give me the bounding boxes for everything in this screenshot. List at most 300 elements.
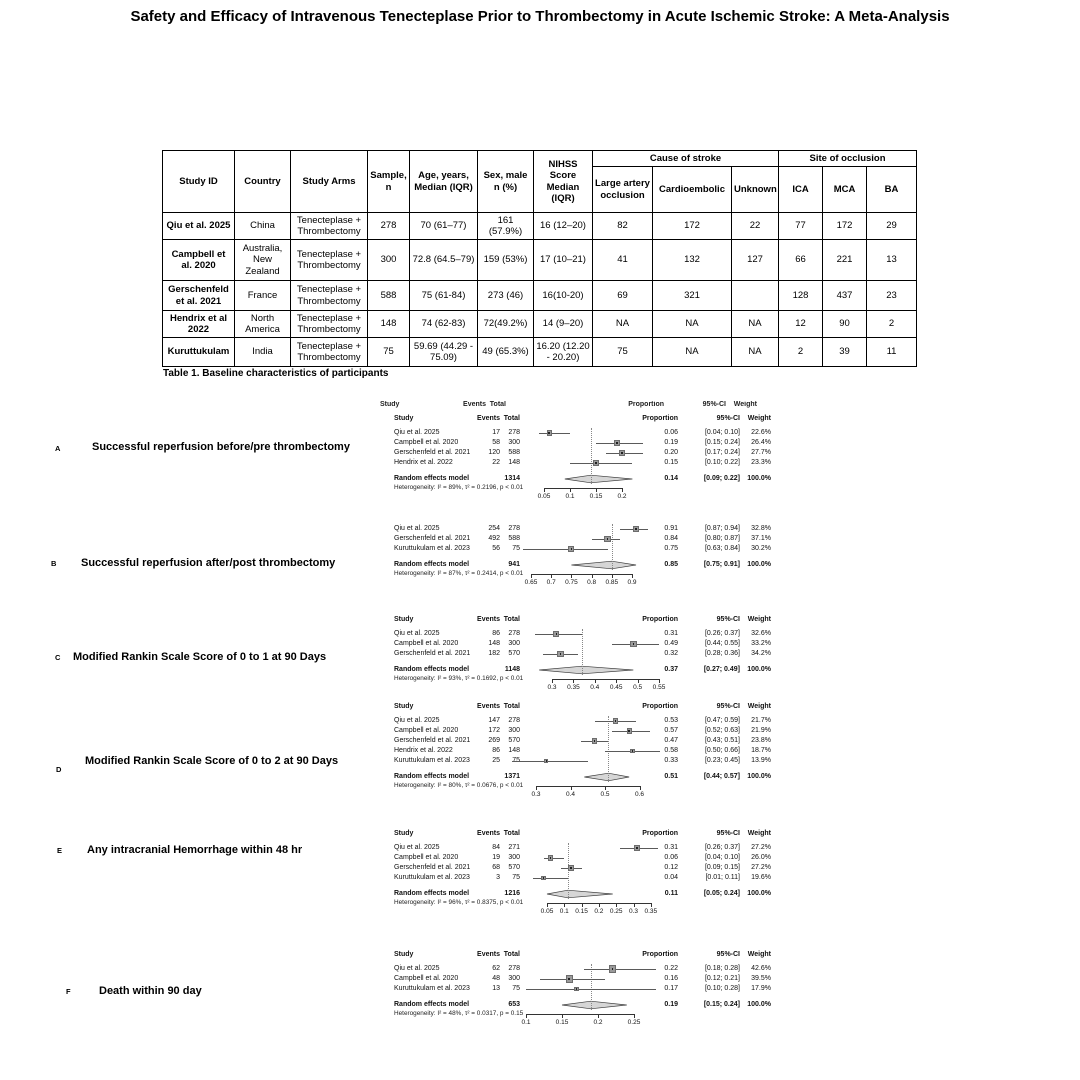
effect-square: [541, 876, 546, 881]
ci-line: [539, 433, 570, 434]
forest-header-cell: 95%-CI: [716, 830, 740, 837]
table-cell: 29: [867, 213, 917, 240]
forest-header-cell: Total: [503, 616, 520, 623]
axis-tick-label: 0.6: [634, 791, 645, 798]
effect-square: [568, 865, 574, 871]
axis-tick-label: 0.2: [594, 908, 604, 915]
table-cell: Campbell et al. 2020: [163, 240, 235, 281]
overall-dotted-line: [591, 428, 592, 484]
table-cell: 172: [823, 213, 867, 240]
forest-plot-b: [394, 524, 776, 588]
forest-study-row: [394, 984, 776, 994]
ci-line: [512, 761, 588, 762]
proportion-value: 0.33: [664, 757, 678, 764]
total-value: 148: [508, 747, 520, 754]
study-name: Qiu et al. 2025: [394, 844, 440, 851]
forest-summary-row: [394, 1000, 776, 1010]
forest-header-row: [380, 401, 762, 409]
table-cell: 75: [593, 338, 653, 367]
table-cell: 59.69 (44.29 - 75.09): [410, 338, 478, 367]
weight-value: 34.2%: [751, 650, 771, 657]
heterogeneity-text: Heterogeneity: I² = 96%, τ² = 0.8375, p < 0.01: [394, 899, 524, 906]
weight-value: 18.7%: [751, 747, 771, 754]
table-row: [163, 213, 917, 240]
table-cell: 321: [653, 281, 732, 311]
forest-header-cell: Study: [394, 415, 414, 422]
forest-axis: [394, 782, 776, 800]
events-value: 19: [492, 854, 500, 861]
panel-label-f: Death within 90 day: [99, 985, 202, 997]
forest-study-row: [394, 649, 776, 659]
axis-tick-label: 0.9: [627, 579, 637, 586]
axis-tick: [632, 574, 633, 578]
forest-header-cell: Proportion: [628, 401, 664, 408]
summary-ci: [0.44; 0.57]: [703, 773, 740, 780]
table-cell: 161 (57.9%): [478, 213, 534, 240]
weight-value: 26.0%: [751, 854, 771, 861]
events-value: 3: [496, 874, 500, 881]
ci-value: [0.09; 0.15]: [704, 864, 740, 871]
events-value: 58: [492, 439, 500, 446]
forest-header-cell: Study: [394, 830, 414, 837]
forest-study-row: [394, 736, 776, 746]
summary-label: Random effects model: [394, 1001, 470, 1008]
forest-summary-row: [394, 889, 776, 899]
column-header: Study ID: [163, 151, 235, 213]
ci-line: [544, 858, 565, 859]
forest-study-row: [394, 756, 776, 766]
ci-line: [523, 549, 608, 550]
ci-value: [0.47; 0.59]: [704, 717, 740, 724]
ci-value: [0.18; 0.28]: [704, 965, 740, 972]
summary-total: 1314: [504, 475, 520, 482]
axis-tick: [638, 679, 639, 683]
forest-header-cell: Total: [503, 415, 520, 422]
weight-value: 37.1%: [751, 535, 771, 542]
total-value: 278: [508, 525, 520, 532]
summary-label: Random effects model: [394, 666, 470, 673]
table-cell: 75: [368, 338, 410, 367]
axis-tick: [599, 903, 600, 907]
overall-dotted-line: [582, 629, 583, 675]
axis-tick: [640, 786, 641, 790]
axis-tick-label: 0.15: [575, 908, 588, 915]
axis-tick: [659, 679, 660, 683]
table-cell: 70 (61–77): [410, 213, 478, 240]
ci-value: [0.44; 0.55]: [704, 640, 740, 647]
axis-tick-label: 0.35: [567, 684, 580, 691]
axis-tick: [551, 574, 552, 578]
proportion-value: 0.06: [664, 429, 678, 436]
table-cell: India: [235, 338, 291, 367]
group-header: Cause of stroke: [593, 151, 779, 167]
proportion-value: 0.47: [664, 737, 678, 744]
study-name: Gerschenfeld et al. 2021: [394, 737, 471, 744]
column-header: MCA: [823, 167, 867, 213]
table-cell: 72.8 (64.5–79): [410, 240, 478, 281]
study-name: Gerschenfeld et al. 2021: [394, 650, 471, 657]
forest-study-row: [394, 974, 776, 984]
summary-total: 941: [508, 561, 520, 568]
ci-value: [0.26; 0.37]: [704, 630, 740, 637]
axis-tick-label: 0.85: [605, 579, 619, 586]
forest-study-row: [394, 544, 776, 554]
forest-header-cell: Events: [477, 703, 500, 710]
effect-square: [593, 460, 598, 465]
axis-tick: [571, 574, 572, 578]
column-header: Sample, n: [368, 151, 410, 213]
weight-value: 32.8%: [751, 525, 771, 532]
forest-header-cell: Proportion: [642, 415, 678, 422]
table-cell: China: [235, 213, 291, 240]
table-cell: Tenecteplase + Thrombectomy: [291, 240, 368, 281]
axis-tick-label: 0.25: [627, 1019, 641, 1026]
weight-value: 27.7%: [751, 449, 771, 456]
column-header: Unknown: [732, 167, 779, 213]
table-cell: 273 (46): [478, 281, 534, 311]
axis-tick-label: 0.8: [587, 579, 597, 586]
baseline-characteristics-table: [162, 150, 917, 367]
table-cell: Tenecteplase + Thrombectomy: [291, 338, 368, 367]
axis-tick-label: 0.65: [524, 579, 538, 586]
weight-value: 26.4%: [751, 439, 771, 446]
events-value: 13: [492, 985, 500, 992]
panel-letter-b: B: [51, 559, 57, 568]
total-value: 278: [508, 717, 520, 724]
table-cell: 127: [732, 240, 779, 281]
table-cell: 22: [732, 213, 779, 240]
axis-tick-label: 0.1: [521, 1019, 531, 1026]
table-cell: 82: [593, 213, 653, 240]
table-cell: 12: [779, 311, 823, 338]
column-header: Sex, male n (%): [478, 151, 534, 213]
table-row: [163, 311, 917, 338]
effect-square: [614, 440, 620, 446]
axis-tick: [536, 786, 537, 790]
axis-tick-label: 0.45: [609, 684, 623, 691]
summary-label: Random effects model: [394, 890, 470, 897]
study-name: Hendrix et al. 2022: [394, 747, 453, 754]
panel-letter-f: F: [66, 987, 71, 996]
table-cell: 39: [823, 338, 867, 367]
axis-tick: [582, 903, 583, 907]
weight-value: 39.5%: [751, 975, 771, 982]
column-header: BA: [867, 167, 917, 213]
events-value: 120: [488, 449, 500, 456]
weight-value: 33.2%: [751, 640, 771, 647]
study-name: Qiu et al. 2025: [394, 525, 440, 532]
total-value: 570: [508, 737, 520, 744]
column-header: ICA: [779, 167, 823, 213]
column-header: Cardioembolic: [653, 167, 732, 213]
summary-proportion: 0.51: [664, 773, 678, 780]
forest-header-cell: Events: [477, 830, 500, 837]
proportion-value: 0.49: [664, 640, 678, 647]
axis-tick-label: 0.75: [565, 579, 578, 586]
proportion-value: 0.75: [664, 545, 678, 552]
forest-header-row: [394, 413, 776, 424]
axis-tick: [634, 1014, 635, 1018]
axis-tick-label: 0.3: [547, 684, 557, 691]
forest-header-cell: Proportion: [642, 616, 678, 623]
axis-tick-label: 0.35: [644, 908, 658, 915]
total-value: 570: [508, 864, 520, 871]
effect-square: [553, 631, 559, 637]
forest-study-row: [394, 726, 776, 736]
ci-value: [0.01; 0.11]: [705, 874, 740, 881]
table-cell: 77: [779, 213, 823, 240]
group-header: Site of occlusion: [779, 151, 917, 167]
total-value: 300: [508, 975, 520, 982]
forest-header-cell: Weight: [733, 401, 757, 408]
table-cell: 588: [368, 281, 410, 311]
forest-header-cell: Total: [503, 830, 520, 837]
panel-letter-c: C: [55, 653, 61, 662]
weight-value: 27.2%: [751, 864, 771, 871]
total-value: 148: [508, 459, 520, 466]
forest-plot-e: [394, 828, 776, 917]
table-cell: NA: [732, 311, 779, 338]
summary-weight: 100.0%: [747, 475, 771, 482]
axis-tick: [570, 488, 571, 492]
axis-tick: [552, 679, 553, 683]
column-header: NIHSS Score Median (IQR): [534, 151, 593, 213]
summary-total: 1216: [504, 890, 520, 897]
forest-plot-f: [394, 949, 776, 1028]
summary-total: 1371: [504, 773, 520, 780]
table-cell: 90: [823, 311, 867, 338]
panel-label-d: Modified Rankin Scale Score of 0 to 2 at 90 Days: [85, 755, 339, 767]
effect-square: [630, 749, 635, 754]
table-cell: 41: [593, 240, 653, 281]
ci-value: [0.28; 0.36]: [704, 650, 740, 657]
forest-study-row: [394, 853, 776, 863]
axis-tick: [612, 574, 613, 578]
effect-square: [548, 855, 554, 861]
proportion-value: 0.22: [664, 965, 678, 972]
forest-header-cell: Proportion: [642, 703, 678, 710]
axis-tick: [573, 679, 574, 683]
axis-tick-label: 0.5: [633, 684, 643, 691]
proportion-value: 0.53: [664, 717, 678, 724]
axis-tick-label: 0.2: [617, 493, 627, 500]
study-name: Qiu et al. 2025: [394, 630, 440, 637]
axis-tick: [622, 488, 623, 492]
ci-line: [570, 463, 632, 464]
effect-square: [634, 845, 640, 851]
proportion-value: 0.19: [664, 439, 678, 446]
table-cell: 221: [823, 240, 867, 281]
axis-tick-label: 0.4: [590, 684, 600, 691]
forest-header-cell: 95%-CI: [702, 401, 726, 408]
summary-proportion: 0.19: [664, 1001, 678, 1008]
summary-label: Random effects model: [394, 773, 470, 780]
table-cell: 69: [593, 281, 653, 311]
total-value: 278: [508, 429, 520, 436]
ci-line: [533, 878, 568, 879]
forest-study-row: [394, 428, 776, 438]
summary-weight: 100.0%: [747, 773, 771, 780]
ci-line: [540, 979, 605, 980]
events-value: 17: [492, 429, 500, 436]
axis-tick: [592, 574, 593, 578]
forest-header-row: [394, 614, 776, 625]
forest-header-cell: Weight: [747, 830, 771, 837]
summary-ci: [0.75; 0.91]: [703, 561, 740, 568]
effect-square: [544, 759, 548, 763]
ci-value: [0.15; 0.24]: [704, 439, 740, 446]
axis-tick: [544, 488, 545, 492]
table-cell: 66: [779, 240, 823, 281]
proportion-value: 0.12: [664, 864, 678, 871]
effect-square: [592, 738, 597, 743]
table-cell: Hendrix et al 2022: [163, 311, 235, 338]
table-caption: Table 1. Baseline characteristics of participants: [163, 368, 389, 379]
weight-value: 13.9%: [751, 757, 771, 764]
panel-label-e: Any intracranial Hemorrhage within 48 hr: [87, 844, 303, 856]
study-name: Campbell et al. 2020: [394, 727, 459, 734]
effect-square: [547, 430, 552, 435]
forest-study-row: [394, 458, 776, 468]
weight-value: 21.7%: [751, 717, 771, 724]
forest-header-cell: 95%-CI: [716, 616, 740, 623]
table-cell: 16(10-20): [534, 281, 593, 311]
study-name: Gerschenfeld et al. 2021: [394, 535, 471, 542]
ci-value: [0.04; 0.10]: [704, 854, 740, 861]
ci-value: [0.50; 0.66]: [704, 747, 740, 754]
effect-square: [627, 728, 632, 733]
table-row: [163, 338, 917, 367]
table-cell: 75 (61-84): [410, 281, 478, 311]
events-value: 68: [492, 864, 500, 871]
table-cell: North America: [235, 311, 291, 338]
forest-axis: [394, 570, 776, 588]
weight-value: 21.9%: [751, 727, 771, 734]
baseline-table: [162, 150, 917, 367]
events-value: 84: [492, 844, 500, 851]
proportion-value: 0.31: [664, 630, 678, 637]
axis-tick: [616, 679, 617, 683]
proportion-value: 0.31: [664, 844, 678, 851]
events-value: 269: [488, 737, 500, 744]
effect-square: [633, 526, 639, 532]
summary-ci: [0.27; 0.49]: [703, 666, 740, 673]
column-header: Country: [235, 151, 291, 213]
forest-axis: [394, 899, 776, 917]
panel-label-a: Successful reperfusion before/pre thrombectomy: [92, 441, 350, 453]
axis-tick: [651, 903, 652, 907]
total-value: 278: [508, 965, 520, 972]
summary-proportion: 0.11: [664, 890, 678, 897]
study-name: Campbell et al. 2020: [394, 439, 459, 446]
events-value: 25: [492, 757, 500, 764]
axis-tick: [526, 1014, 527, 1018]
ci-value: [0.10; 0.22]: [704, 459, 740, 466]
table-cell: 159 (53%): [478, 240, 534, 281]
forest-header-cell: Proportion: [642, 830, 678, 837]
table-cell: 49 (65.3%): [478, 338, 534, 367]
forest-header-cell: Events: [477, 415, 500, 422]
table-cell: NA: [593, 311, 653, 338]
table-cell: 128: [779, 281, 823, 311]
heterogeneity-text: Heterogeneity: I² = 80%, τ² = 0.0676, p < 0.01: [394, 782, 524, 789]
axis-tick: [605, 786, 606, 790]
forest-summary-row: [394, 772, 776, 782]
summary-ci: [0.05; 0.24]: [703, 890, 740, 897]
figure-title: Safety and Efficacy of Intravenous Tenecteplase Prior to Thrombectomy in Acute Ischemic Stroke: A Meta-Analysis: [130, 8, 950, 25]
summary-proportion: 0.85: [664, 561, 678, 568]
summary-weight: 100.0%: [747, 561, 771, 568]
table-cell: 278: [368, 213, 410, 240]
heterogeneity-text: Heterogeneity: I² = 48%, τ² = 0.0317, p = 0.15: [394, 1010, 524, 1017]
column-header: Study Arms: [291, 151, 368, 213]
proportion-value: 0.84: [664, 535, 678, 542]
axis-tick-label: 0.15: [555, 1019, 569, 1026]
summary-label: Random effects model: [394, 475, 470, 482]
total-value: 278: [508, 630, 520, 637]
table-cell: Australia, New Zealand: [235, 240, 291, 281]
ci-value: [0.17; 0.24]: [704, 449, 740, 456]
forest-summary-row: [394, 474, 776, 484]
axis-tick-label: 0.05: [540, 908, 554, 915]
axis-tick: [571, 786, 572, 790]
ci-value: [0.87; 0.94]: [704, 525, 740, 532]
total-value: 75: [512, 985, 520, 992]
events-value: 492: [488, 535, 500, 542]
study-name: Campbell et al. 2020: [394, 640, 459, 647]
study-name: Gerschenfeld et al. 2021: [394, 864, 471, 871]
forest-study-row: [394, 534, 776, 544]
proportion-value: 0.32: [664, 650, 678, 657]
forest-study-row: [394, 863, 776, 873]
study-name: Qiu et al. 2025: [394, 965, 440, 972]
events-value: 48: [492, 975, 500, 982]
forest-header-cell: Weight: [747, 415, 771, 422]
forest-axis: [394, 675, 776, 693]
table-cell: Tenecteplase + Thrombectomy: [291, 213, 368, 240]
table-cell: NA: [653, 338, 732, 367]
table-cell: NA: [732, 338, 779, 367]
events-value: 62: [492, 965, 500, 972]
table-header-row: [163, 151, 917, 167]
forest-header-cell: 95%-CI: [716, 415, 740, 422]
effect-square: [613, 718, 618, 723]
forest-header-cell: 95%-CI: [716, 703, 740, 710]
table-cell: 11: [867, 338, 917, 367]
table-cell: 72(49.2%): [478, 311, 534, 338]
forest-header-cell: Study: [380, 401, 400, 408]
table-cell: Tenecteplase + Thrombectomy: [291, 281, 368, 311]
events-value: 22: [492, 459, 500, 466]
overall-dotted-line: [568, 843, 569, 899]
events-value: 86: [492, 630, 500, 637]
forest-study-row: [394, 964, 776, 974]
total-value: 271: [508, 844, 520, 851]
summary-weight: 100.0%: [747, 1001, 771, 1008]
axis-tick: [531, 574, 532, 578]
axis-tick-label: 0.2: [593, 1019, 603, 1026]
forest-study-row: [394, 448, 776, 458]
column-header: Large artery occlusion: [593, 167, 653, 213]
effect-square: [619, 450, 625, 456]
forest-summary-row: [394, 560, 776, 570]
effect-square: [609, 965, 616, 972]
table-cell: 16.20 (12.20 - 20.20): [534, 338, 593, 367]
events-value: 147: [488, 717, 500, 724]
forest-study-row: [394, 438, 776, 448]
forest-study-row: [394, 746, 776, 756]
effect-square: [557, 651, 564, 658]
